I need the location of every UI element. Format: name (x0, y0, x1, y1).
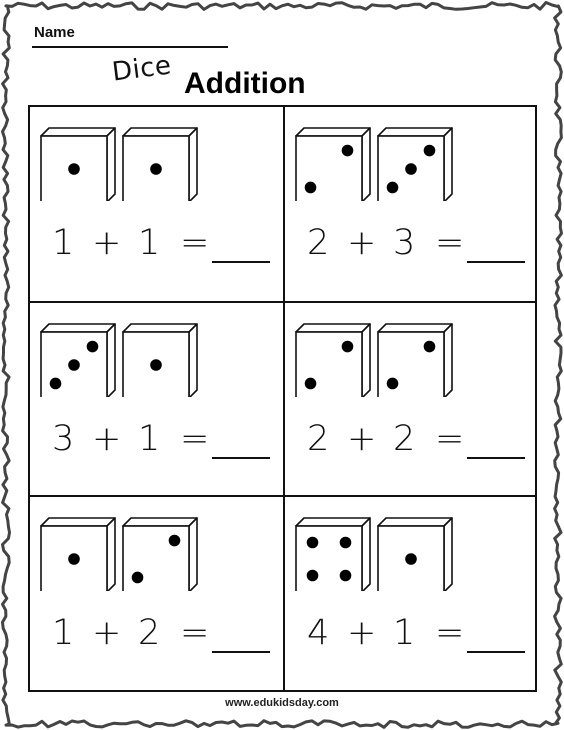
dice-pair (295, 323, 455, 397)
dice-pair (295, 127, 455, 201)
problem-cell (30, 303, 285, 497)
die-icon (377, 517, 455, 591)
plus-sign: + (347, 419, 377, 459)
answer-blank[interactable] (467, 457, 525, 459)
dice-pair (295, 517, 455, 591)
plus-sign: + (92, 223, 122, 263)
die-pip (68, 163, 80, 175)
die-icon (295, 127, 373, 201)
die-pip (150, 359, 162, 371)
die-pip (150, 163, 162, 175)
page-title: Addition (184, 67, 306, 100)
equals-sign: = (435, 419, 465, 459)
addend-a: 1 (52, 223, 75, 263)
problem-cell (30, 497, 285, 690)
equation (285, 613, 535, 663)
addend-b: 1 (138, 419, 161, 459)
die-pip (340, 537, 352, 549)
die-icon (122, 127, 200, 201)
die-icon (40, 517, 118, 591)
die-icon (122, 517, 200, 591)
die-pip (87, 341, 99, 353)
equation (30, 613, 283, 663)
dice-pair (40, 127, 200, 201)
addend-a: 3 (52, 419, 75, 459)
equals-sign: = (180, 613, 210, 653)
answer-blank[interactable] (212, 457, 270, 459)
addend-b: 1 (138, 223, 161, 263)
die-pip (342, 145, 354, 157)
die-pip (387, 182, 399, 194)
plus-sign: + (92, 613, 122, 653)
problem-cell (285, 303, 535, 497)
dice-pair (40, 323, 200, 397)
die-pip (387, 378, 399, 390)
answer-blank[interactable] (467, 651, 525, 653)
footer-url: www.edukidsday.com (225, 697, 339, 709)
problem-grid (28, 105, 537, 692)
die-icon (295, 323, 373, 397)
addend-a: 1 (52, 613, 75, 653)
equals-sign: = (180, 223, 210, 263)
die-pip (68, 553, 80, 565)
plus-sign: + (92, 419, 122, 459)
die-pip (305, 378, 317, 390)
problem-cell (285, 497, 535, 690)
title-dice-word: Dice (110, 50, 174, 88)
die-pip (307, 537, 319, 549)
die-pip (68, 359, 80, 371)
answer-blank[interactable] (212, 651, 270, 653)
die-pip (405, 553, 417, 565)
addend-b: 2 (393, 419, 416, 459)
die-pip (169, 535, 181, 547)
die-pip (132, 572, 144, 584)
die-pip (424, 341, 436, 353)
name-label: Name (34, 24, 75, 41)
answer-blank[interactable] (212, 261, 270, 263)
equation (30, 419, 283, 469)
die-pip (307, 570, 319, 582)
equation (30, 223, 283, 273)
equals-sign: = (435, 223, 465, 263)
name-line (32, 46, 228, 48)
die-pip (50, 378, 62, 390)
dice-pair (40, 517, 200, 591)
die-pip (405, 163, 417, 175)
addend-b: 1 (393, 613, 416, 653)
equation (285, 223, 535, 273)
answer-blank[interactable] (467, 261, 525, 263)
die-icon (295, 517, 373, 591)
addend-a: 4 (307, 613, 330, 653)
problem-cell (30, 107, 285, 303)
problem-cell (285, 107, 535, 303)
plus-sign: + (347, 223, 377, 263)
die-icon (377, 323, 455, 397)
addend-b: 2 (138, 613, 161, 653)
die-icon (40, 323, 118, 397)
die-icon (122, 323, 200, 397)
addend-b: 3 (393, 223, 416, 263)
die-icon (377, 127, 455, 201)
die-pip (340, 570, 352, 582)
die-pip (305, 182, 317, 194)
die-pip (342, 341, 354, 353)
plus-sign: + (347, 613, 377, 653)
equals-sign: = (180, 419, 210, 459)
addend-a: 2 (307, 223, 330, 263)
equation (285, 419, 535, 469)
die-icon (40, 127, 118, 201)
equals-sign: = (435, 613, 465, 653)
addend-a: 2 (307, 419, 330, 459)
die-pip (424, 145, 436, 157)
